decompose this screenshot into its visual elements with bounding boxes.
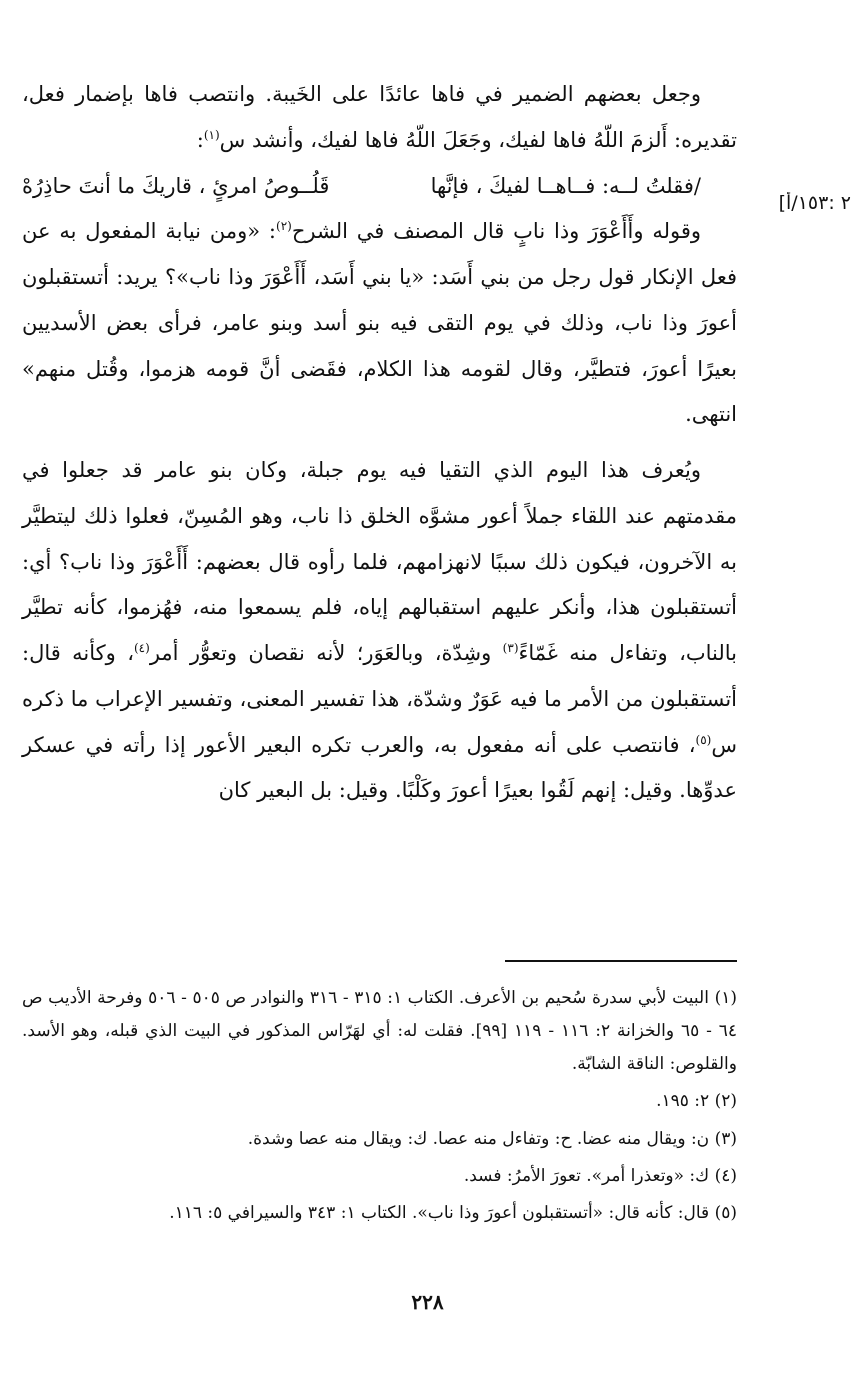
footnote-5: (٥) قال: كأنه قال: «أتستقبلون أعورَ وذا ناب». الكتاب ١: ٣٤٣ والسيرافي ٥: ١١٦.: [169, 1202, 737, 1223]
footnote-ref-3: (٣): [502, 641, 519, 656]
verse-second-hemistich: قَلُــوصُ امرئٍ ، قاريكَ ما أنتَ حاذِرُهْ: [22, 173, 330, 198]
paragraph-1-tail: :: [196, 127, 204, 152]
paragraph-2-tail: : «ومن نيابة المفعول به عن فعل الإنكار قول رجل من بني أَسَد: «يا بني أَسَد، أَأَعْوَرَ وذا ناب»؟ يريد: أتستقبلون أعورَ وذا ناب، وذلك في يوم التقى فيه بنو أسد وبنو عامر، فرأى بعض الأسديين بعيرًا أعورَ، فتطيَّر، وقال لقومه هذا الكلام، فقَضى أنَّ قومه هزموا، وقُتل منهم» انتهى.: [22, 219, 737, 427]
footnote-2: (٢) ٢: ١٩٥.: [656, 1091, 737, 1112]
footnote-1: (١) البيت لأبي سدرة سُحيم بن الأعرف. الكتاب ١: ٣١٥ - ٣١٦ والنوادر ص ٥٠٥ - ٥٠٦ وفرحة الأديب ص ٦٤ - ٦٥ والخزانة ٢: ١١٦ - ١١٩ [٩٩]. فقلت له: أي لهَرّاس المذكور في البيت الذي قبله، وهو الأسد. والقلوص: الناقة الشابّة.: [22, 988, 738, 1075]
paragraph-2-text: وقوله وأَأَعْوَرَ وذا نابٍ قال المصنف في الشرح: [291, 219, 702, 244]
footnote-ref-5: (٥): [695, 732, 712, 747]
footnote-3: (٣) ن: ويقال منه عضا. ح: وتفاءل منه عصا. ك: ويقال منه عصا وشدة.: [247, 1128, 737, 1149]
paragraph-1-text: وجعل بعضهم الضمير في فاها عائدًا على الخَيبة. وانتصب فاها بإضمار فعل، تقديره: أَلزمَ اللّهُ فاها لفيك، وجَعَلَ اللّهُ فاها لفيك، وأنشد س: [22, 82, 737, 152]
paragraph-3: [22, 448, 737, 814]
footnotes: [22, 982, 737, 1234]
paragraph-3-tail: ، وكأنه قال: أتستقبلون من الأمر ما فيه عَوَرٌ وشدّة، هذا تفسير المعنى، وتفسير الإعراب ما ذكره س: [22, 641, 737, 757]
verse-first-hemistich: /فقلتُ لــه: فــاهــا لفيكَ ، فإنَّها: [430, 173, 701, 198]
footnote-ref-2: (٢): [276, 219, 292, 234]
manuscript-margin-reference: ٢ :١٥٣/أ]: [778, 192, 851, 214]
paragraph-1: [22, 72, 737, 164]
page-number: ٢٢٨: [411, 1290, 444, 1314]
main-text: [22, 72, 737, 814]
paragraph-3-tail2: ، فانتصب على أنه مفعول به، والعرب تكره البعير الأعور إذا رأته في عسكر عدوِّها. وقيل: إنهم لَقُوا بعيرًا أعورَ وكَلْبًا. وقيل: بل البعير كان: [22, 732, 737, 803]
paragraph-2: [22, 209, 737, 438]
poetry-verse: [22, 164, 737, 210]
footnote-ref-1: (١): [203, 127, 220, 142]
paragraph-3-mid: وشِدّة، وبالعَوَر؛ لأنه نقصان وتعوُّر أمر: [149, 641, 503, 666]
paragraph-3-text: ويُعرف هذا اليوم الذي التقيا فيه يوم جبلة، وكان بنو عامر قد جعلوا في مقدمتهم عند اللقاء جملاً أعور مشوَّه الخلق ذا ناب، وهو المُسِنّ، فعلوا ذلك ليتطيَّر به الآخرون، فيكون ذلك سببًا لانهزامهم، فلما رأوه قال بعضهم: أَأَعْوَرَ وذا ناب؟ أي: أتستقبلون هذا، وأنكر عليهم استقبالهم إياه، فلم يسمعوا منه، فهُزموا، كأنه تطيَّر بالناب، وتفاءل منه غَمّاءً: [22, 458, 737, 666]
footnote-ref-4: (٤): [133, 641, 150, 656]
footnote-separator: [505, 960, 737, 962]
footnote-4: (٤) ك: «وتعذرا أمر». تعورَ الأمرُ: فسد.: [463, 1165, 737, 1186]
